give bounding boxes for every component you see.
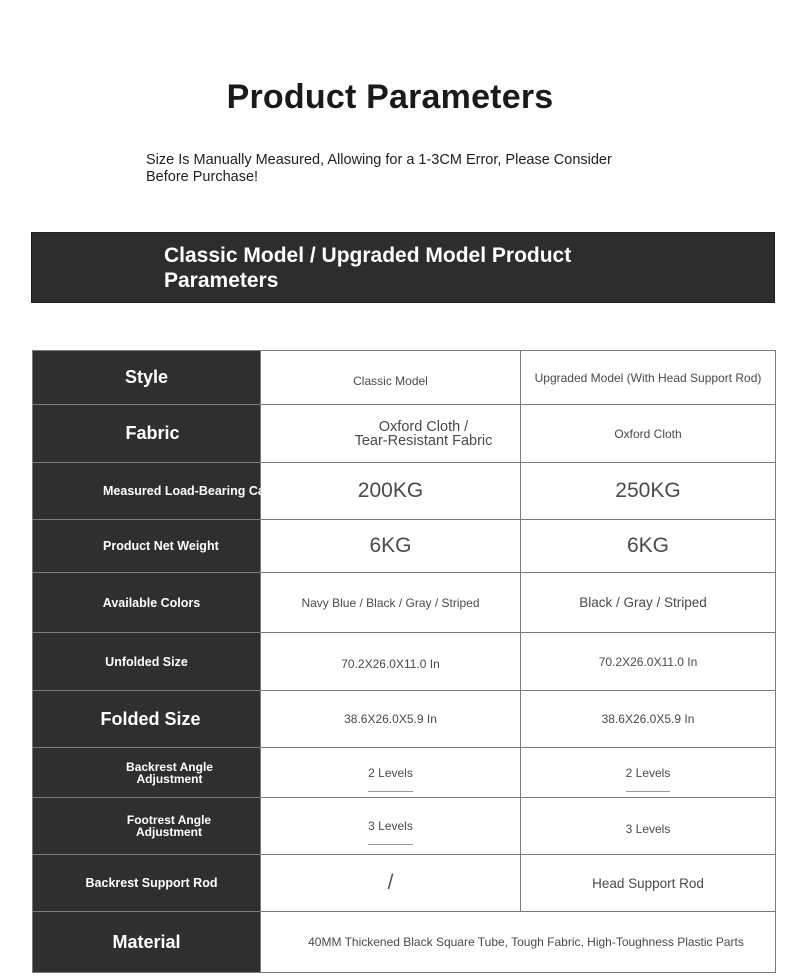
classic-value-line1: Oxford Cloth / <box>378 418 469 435</box>
classic-value <box>261 748 521 798</box>
table-row <box>33 463 776 520</box>
row-label-line2: Adjustment <box>136 771 203 786</box>
row-label-line1: Backrest Angle <box>126 759 213 774</box>
row-label: Product Net Weight <box>33 520 261 573</box>
row-label: Material <box>33 912 261 973</box>
classic-value <box>261 798 521 855</box>
classic-value-text: 3 Levels <box>368 819 413 845</box>
row-label: Fabric <box>33 405 261 463</box>
table-row <box>33 633 776 691</box>
row-label-line1: Footrest Angle <box>126 813 212 827</box>
upgraded-value: 6KG <box>521 520 776 573</box>
row-label: Backrest Support Rod <box>33 855 261 912</box>
section-banner <box>31 232 775 303</box>
material-value: 40MM Thickened Black Square Tube, Tough Fabric, High-Toughness Plastic Parts <box>261 912 776 973</box>
upgraded-value: Head Support Rod <box>521 855 776 912</box>
row-label <box>33 798 261 855</box>
classic-value: 200KG <box>261 463 521 520</box>
row-label: Measured Load-Bearing Capacity <box>33 463 261 520</box>
page-title: Product Parameters <box>226 78 554 116</box>
upgraded-value: 250KG <box>521 463 776 520</box>
upgraded-value: 3 Levels <box>521 798 776 855</box>
row-label: Folded Size <box>33 691 261 748</box>
classic-value: 70.2X26.0X11.0 In <box>261 633 521 691</box>
table-row <box>33 351 776 405</box>
row-label: Available Colors <box>33 573 261 633</box>
row-label <box>33 748 261 798</box>
upgraded-value: Oxford Cloth <box>521 405 776 463</box>
table-row <box>33 912 776 973</box>
classic-value: Navy Blue / Black / Gray / Striped <box>261 573 521 633</box>
upgraded-value: Black / Gray / Striped <box>521 573 776 633</box>
upgraded-value: 38.6X26.0X5.9 In <box>521 691 776 748</box>
table-row <box>33 573 776 633</box>
classic-value-line2: Tear-Resistant Fabric <box>354 432 493 449</box>
upgraded-value: 70.2X26.0X11.0 In <box>521 633 776 691</box>
table-row <box>33 748 776 798</box>
classic-value: 6KG <box>261 520 521 573</box>
row-label: Unfolded Size <box>33 633 261 691</box>
classic-value: 38.6X26.0X5.9 In <box>261 691 521 748</box>
upgraded-value: Upgraded Model (With Head Support Rod) <box>521 351 776 405</box>
table-row <box>33 691 776 748</box>
upgraded-value <box>521 748 776 798</box>
classic-value: Classic Model <box>261 351 521 405</box>
classic-value: / <box>261 855 521 912</box>
banner-title: Classic Model / Upgraded Model Product Parameters <box>164 244 572 292</box>
parameters-table <box>32 350 776 973</box>
row-label-line2: Adjustment <box>136 825 202 839</box>
row-label: Style <box>33 351 261 405</box>
table-row <box>33 405 776 463</box>
classic-value-text: 2 Levels <box>368 766 413 792</box>
classic-value <box>261 405 521 463</box>
size-disclaimer: Size Is Manually Measured, Allowing for a 1-3CM Error, Please Consider Before Purchase! <box>146 152 612 185</box>
table-row <box>33 520 776 573</box>
table-row <box>33 855 776 912</box>
table-row <box>33 798 776 855</box>
upgraded-value-text: 2 Levels <box>626 766 671 792</box>
